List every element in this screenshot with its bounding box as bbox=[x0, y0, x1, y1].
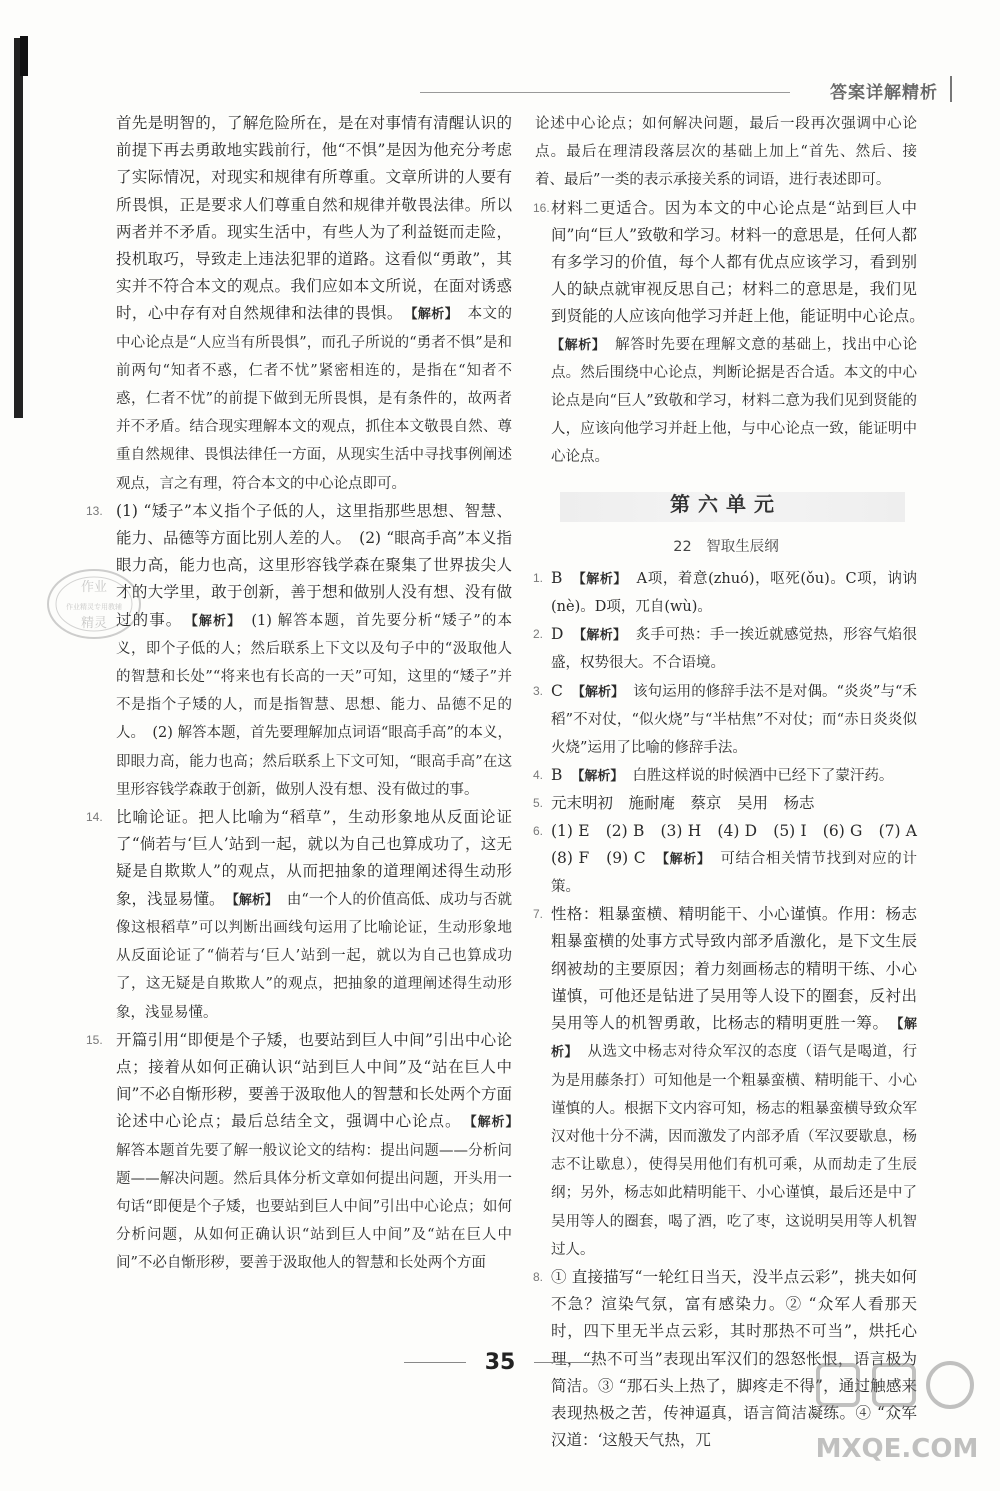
analysis-label: 【解析】 bbox=[410, 307, 452, 323]
answer-item bbox=[535, 621, 917, 677]
item-number: 3. bbox=[533, 683, 544, 698]
stamp-logo bbox=[44, 565, 144, 643]
answer-text: 元末明初 施耐庵 蔡京 吴用 杨志 bbox=[551, 794, 815, 813]
item-number: 13. bbox=[86, 503, 103, 518]
svg-text:作业: 作业 bbox=[80, 580, 108, 595]
header-bracket bbox=[947, 76, 952, 102]
analysis-text: 解答本题首先要了解一般议论文的结构：提出问题——分析问题——解决问题。然后具体分析文章如何提出问题，开头用一句话“即便是个子矮，也要站到巨人中间”引出中心论点；如何分析问题，从如何正确认识“站到巨人中间”及“站在巨人中间”不必自惭形秽，要善于汲取他人的智慧和长处两个方面 bbox=[116, 1142, 512, 1272]
answer-item bbox=[86, 804, 512, 1027]
answer-text: B bbox=[551, 568, 563, 587]
answer-text: (1) E (2) B (3) H (4) D (5) I (6) G (7) A (8) F (9) C bbox=[551, 821, 933, 867]
binding-edge bbox=[14, 38, 23, 418]
lesson-title: 22 智取生辰纲 bbox=[673, 538, 779, 555]
analysis-text: 解答时先要在理解文意的基础上，找出中心论点。然后围绕中心论点，判断论据是否合适。本文的中心论点是向“巨人”致敬和学习，材料二意为我们见到贤能的人，应该向他学习并赶上他，与中心论点一致，能证明中心论点。 bbox=[551, 336, 917, 466]
item-number: 4. bbox=[533, 768, 544, 783]
answer-item bbox=[535, 901, 917, 1264]
page-header bbox=[420, 72, 960, 112]
analysis-label: 【解析】 bbox=[579, 628, 620, 644]
answer-text: B bbox=[551, 766, 563, 785]
analysis-label: 【解析】 bbox=[662, 851, 705, 867]
item-number: 8. bbox=[533, 1269, 544, 1284]
right-column bbox=[533, 110, 933, 1454]
analysis-text: 可结合相关情节找到对应的计策。 bbox=[551, 850, 917, 896]
item-number: 14. bbox=[86, 810, 103, 825]
analysis-text: 白胜这样说的时候酒中已经下了蒙汗药。 bbox=[632, 768, 894, 785]
analysis-text: 炙手可热：手一挨近就感觉热，形容气焰很盛，权势很大。不合语境。 bbox=[551, 627, 917, 672]
answer-item bbox=[86, 1027, 512, 1278]
answer-item bbox=[535, 678, 917, 763]
answer-text: 开篇引用“即便是个子矮，也要站到巨人中间”引出中心论点；接着从如何正确认识“站到巨人中间”及“站在巨人中间”不必自惭形秽，要善于汲取他人的智慧和长处两个方面论述中心论点；最后总结全文，强调中心论点。 bbox=[116, 1030, 512, 1131]
item-number: 7. bbox=[533, 907, 544, 922]
analysis-label: 【解析】 bbox=[191, 613, 235, 629]
header-rule bbox=[420, 92, 790, 93]
answer-paragraph bbox=[116, 110, 512, 498]
answer-text: 比喻论证。把人比喻为“稻草”，生动形象地从反面论证了“倘若与‘巨人’站到一起，就以为自己也算成功了，这无疑是自欺欺人”的观点，从而把抽象的道理阐述得生动形象，浅显易懂。 bbox=[116, 808, 512, 908]
analysis-text: 由“一个人的价值高低、成功与否就像这根稻草”可以判断出画线句运用了比喻论证，生动形象地从反面论证了“倘若与‘巨人’站到一起，就以为自己也算成功了，这无疑是自欺欺人”的观点，把抽象的道理阐述得生动形象，浅显易懂。 bbox=[116, 891, 512, 1021]
analysis-text: (1) 解答本题，首先要分析“矮子”的本义，即个子低的人；然后联系上下文以及句子中的“汲取他人的智慧和长处”“将来也有长高的一天”可知，这里的“矮子”并不是指个子矮的人，而是指智慧、思想、能力、品德不足的人。 (2) 解答本题，首先要理解加点词语“眼高手高”的本义，即眼力高，能力也高；然后联系上下文可知，“眼高手高”在这里形容钱学森敢于创新，做别人没有想、没有做过的事。 bbox=[116, 612, 512, 798]
answer-text: C bbox=[551, 681, 563, 700]
analysis-label: 【解析】 bbox=[578, 684, 618, 700]
item-number: 6. bbox=[533, 823, 544, 838]
item-number: 15. bbox=[86, 1032, 103, 1047]
analysis-label: 【解析】 bbox=[577, 769, 617, 785]
unit-heading-text: 第六单元 bbox=[670, 491, 782, 516]
item-number: 1. bbox=[533, 570, 544, 585]
analysis-text: 该句运用的修辞手法不是对偶。“炎炎”与“禾稻”不对仗，“似火烧”与“半枯焦”不对仗；而“赤日炎炎似火烧”运用了比喻的修辞手法。 bbox=[551, 683, 917, 757]
answer-text: 材料二更适合。因为本文的中心论点是“站到巨人中间”向“巨人”致敬和学习。材料一的意思是，任何人都有多学习的价值，每个人都有优点应该学习，看到别人的缺点就审视反思自己；材料二的意思是，我们见到贤能的人应该向他学习并赶上他，能证明中心论点。 bbox=[551, 198, 917, 326]
analysis-label: 【解析】 bbox=[579, 571, 621, 587]
answer-text: 性格：粗暴蛮横、精明能干、小心谨慎。作用：杨志粗暴蛮横的处事方式导致内部矛盾激化，是下文生辰纲被劫的主要原因；着力刻画杨志的精明干练、小心谨慎，可他还是钻进了吴用等人设下的圈套，反衬出吴用等人的机智勇敢，比杨志的精明更胜一筹。 bbox=[551, 905, 917, 1033]
unit-heading bbox=[535, 484, 917, 526]
footer-rule-right bbox=[534, 1362, 596, 1363]
analysis-text: 本文的中心论点是“人应当有所畏惧”，而孔子所说的“勇者不惧”是和前两句“知者不惑，仁者不忧”紧密相连的，是指在“知者不惑，仁者不忧”的前提下做到无所畏惧，是有条件的，故两者并不矛盾。结合现实理解本文的观点，抓住本文敬畏自然、尊重自然规律、畏惧法律任一方面，从现实生活中寻找事例阐述观点，言之有理，符合本文的中心论点即可。 bbox=[116, 306, 512, 492]
footer-rule-left bbox=[404, 1362, 466, 1363]
analysis-label: 【解析】 bbox=[551, 337, 599, 353]
answer-text: D bbox=[551, 625, 564, 644]
answer-text: ① 直接描写“一轮红日当天，没半点云彩”，挑夫如何不急？渲染气氛，富有感染力。② “众军人看那天时，四下里无半点云彩，其时那热不可当”，烘托心理，“热不可当”表现出军汉们的怨怒怅恨，语言极为简洁。③ “那石头上热了，脚疼走不得”，通过触感来表现热极之苦，传神逼真，语言简洁凝练。④ “众军汉道：‘这般天气热，兀 bbox=[551, 1267, 917, 1450]
svg-text:MXQE.COM: MXQE.COM bbox=[815, 1434, 979, 1464]
answer-item bbox=[535, 762, 917, 790]
analysis-label: 【解析】 bbox=[551, 1017, 917, 1061]
answer-item bbox=[535, 195, 917, 472]
svg-text:作业精灵专用教辅: 作业精灵专用教辅 bbox=[66, 603, 122, 611]
watermark-logo bbox=[812, 1357, 982, 1477]
answer-item bbox=[535, 565, 917, 621]
answer-text: (1) “矮子”本义指个子低的人，这里指那些思想、智慧、能力、品德等方面比别人差的人。 (2) “眼高手高”本义指眼力高，能力也高，这里形容钱学森在聚集了世界拔尖人才的大学里，敢于创新，善于想和做别人没有想、没有做过的事。 bbox=[116, 501, 512, 629]
item-number: 5. bbox=[533, 796, 544, 811]
binding-edge-mark bbox=[20, 36, 28, 76]
item-number: 16. bbox=[533, 200, 550, 215]
analysis-label: 【解析】 bbox=[232, 892, 272, 908]
analysis-text: A项，着意(zhuó)，呕死(ǒu)。C项，讷讷(nè)。D项，兀自(wù)。 bbox=[551, 570, 917, 616]
item-number: 2. bbox=[533, 627, 544, 642]
analysis-label: 【解析】 bbox=[470, 1115, 512, 1131]
answer-paragraph bbox=[535, 110, 917, 195]
header-title: 答案详解精析 bbox=[830, 83, 938, 103]
answer-item bbox=[535, 790, 917, 817]
analysis-text: 从选文中杨志对待众军汉的态度（语气是喝道，行为是用藤条打）可知他是一个粗暴蛮横、精明能干、小心谨慎的人。根据下文内容可知，杨志的粗暴蛮横导致众军汉对他十分不满，因而激发了内部矛盾（军汉要歇息，杨志不让歇息），使得吴用他们有机可乘，从而劫走了生辰纲；另外，杨志如此精明能干、小心谨慎，最后还是中了吴用等人的圈套，喝了酒，吃了枣，这说明吴用等人机智过人。 bbox=[551, 1044, 917, 1258]
page-number: 35 bbox=[484, 1350, 516, 1375]
answer-item bbox=[533, 818, 933, 902]
svg-text:精灵: 精灵 bbox=[80, 616, 108, 631]
answer-text: 首先是明智的，了解危险所在，是在对事情有清醒认识的前提下再去勇敢地实践前行，他“不惧”是因为他充分考虑了实际情况，对现实和规律有所尊重。文章所讲的人要有所畏惧，正是要求人们尊重自然和规律并敬畏法律。所以两者并不矛盾。现实生活中，有些人为了利益铤而走险，投机取巧，导致走上违法犯罪的道路。这看似“勇敢”，其实并不符合本文的观点。我们应如本文所说，在面对诱惑时，心中存有对自然规律和法律的畏惧。 bbox=[116, 114, 512, 323]
analysis-text: 论述中心论点；如何解决问题，最后一段再次强调中心论点。最后在理清段落层次的基础上加上“首先、然后、接着、最后”一类的表示承接关系的词语，进行表述即可。 bbox=[535, 116, 917, 189]
